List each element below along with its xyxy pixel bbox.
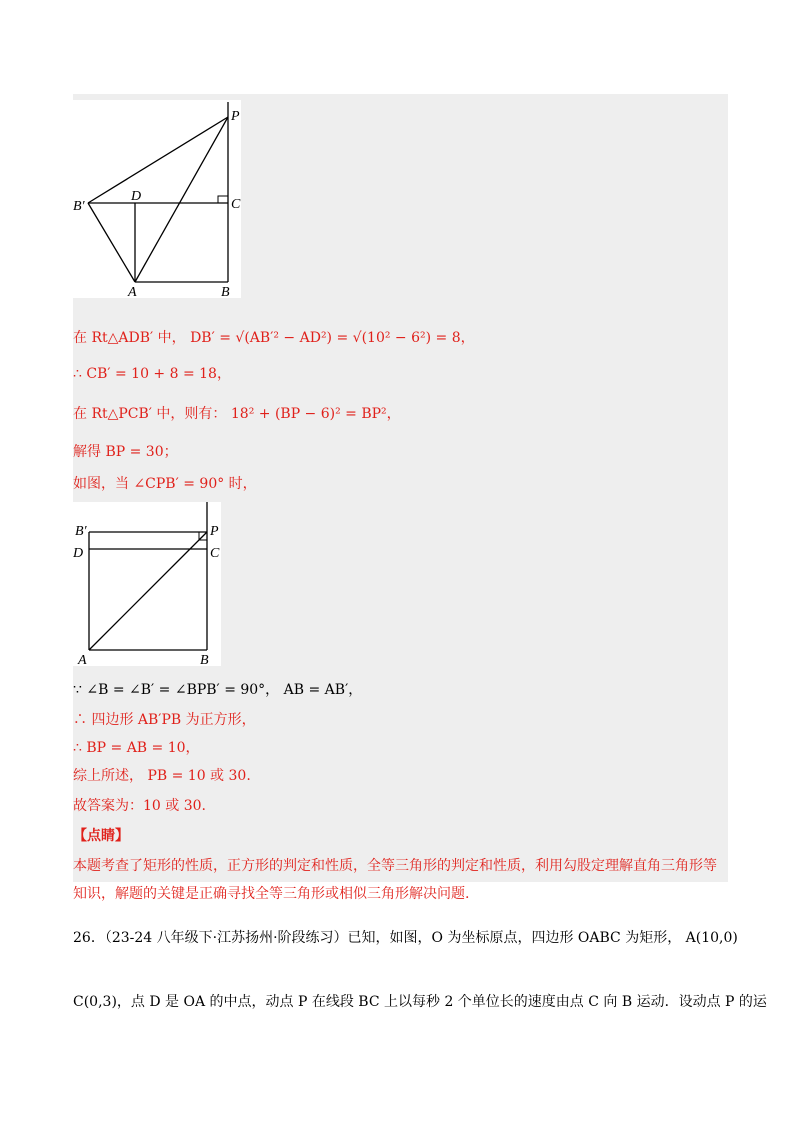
label-B: B: [200, 653, 209, 666]
solution-line-1: 在 Rt△ADB′ 中， DB′ = √(AB′² − AD²) = √(10² − 6²) = 8，: [73, 330, 475, 346]
solution-line-5: 如图，当 ∠CPB′ = 90° 时，: [73, 476, 257, 492]
figure-1: [73, 100, 241, 298]
solution-line-9: 综上所述， PB = 10 或 30.: [73, 768, 251, 784]
label-A: A: [78, 653, 87, 666]
figure-2: [73, 502, 221, 666]
solution-line-10: 故答案为：10 或 30.: [73, 798, 206, 814]
solution-line-4: 解得 BP = 30；: [73, 444, 178, 460]
label-A: A: [128, 285, 137, 298]
solution-line-8: ∴ BP = AB = 10，: [73, 740, 200, 756]
label-C: C: [210, 546, 220, 561]
solution-line-7: ∴ 四边形 AB′PB 为正方形，: [73, 712, 256, 728]
label-D: D: [131, 189, 142, 204]
label-B-prime: B′: [73, 199, 85, 214]
label-B-prime: B′: [75, 524, 87, 539]
question-26-line-1: 26．（23-24 八年级下·江苏扬州·阶段练习）已知，如图，O 为坐标原点，四边形 OABC 为矩形， A(10,0): [73, 930, 738, 946]
question-26-line-2: C(0,3)，点 D 是 OA 的中点，动点 P 在线段 BC 上以每秒 2 个单位长的速度由点 C 向 B 运动．设动点 P 的运: [73, 994, 767, 1010]
review-heading: 【点睛】: [73, 828, 129, 844]
review-text-1: 本题考查了矩形的性质，正方形的判定和性质，全等三角形的判定和性质，利用勾股定理解直角三角形等: [73, 858, 717, 874]
review-text-2: 知识，解题的关键是正确寻找全等三角形或相似三角形解决问题.: [73, 886, 470, 902]
solution-line-6: ∵ ∠B = ∠B′ = ∠BPB′ = 90°， AB = AB′，: [73, 682, 363, 698]
figure-1-diagram: [73, 100, 241, 298]
label-P: P: [231, 109, 240, 124]
label-C: C: [231, 197, 241, 212]
label-D: D: [73, 546, 84, 561]
solution-line-2: ∴ CB′ = 10 + 8 = 18，: [73, 366, 231, 382]
label-B: B: [221, 285, 230, 298]
solution-line-3: 在 Rt△PCB′ 中，则有： 18² + (BP − 6)² = BP²，: [73, 406, 401, 422]
figure-2-diagram: [73, 502, 221, 666]
label-P: P: [210, 524, 219, 539]
